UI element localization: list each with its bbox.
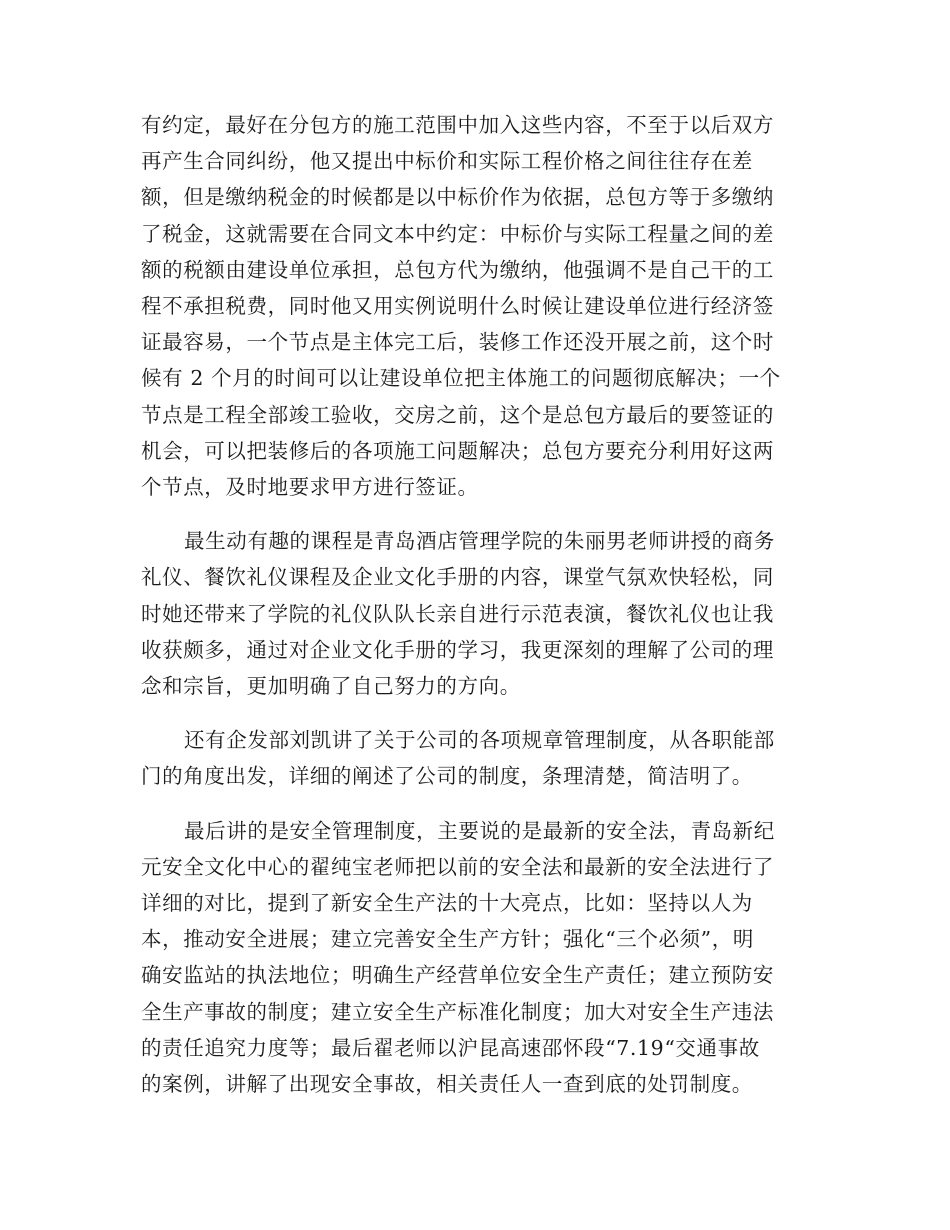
text-line: 元安全文化中心的翟纯宝老师把以前的安全法和最新的安全法进行了 [141, 854, 774, 879]
text-line: 节点是工程全部竣工验收，交房之前，这个是总包方最后的要签证的 [141, 402, 774, 427]
paragraph-3 [141, 722, 809, 794]
text-line: 最生动有趣的课程是青岛酒店管理学院的朱丽男老师讲授的商务 [184, 529, 775, 554]
paragraph-spacer [141, 704, 809, 722]
text-line: 本，推动安全进展；建立完善安全生产方针；强化“三个必须”，明 [141, 927, 754, 952]
text-line: 个节点，及时地要求甲方进行签证。 [141, 475, 479, 500]
text-line: 程不承担税费，同时他又用实例说明什么时候让建设单位进行经济签 [141, 294, 774, 319]
text-line: 收获颇多，通过对企业文化手册的学习，我更深刻的理解了公司的理 [141, 637, 774, 662]
text-line: 再产生合同纠纷，他又提出中标价和实际工程价格之间往往存在差 [141, 149, 753, 174]
text-line: 确安监站的执法地位；明确生产经营单位安全生产责任；建立预防安 [141, 963, 774, 988]
text-line: 最后讲的是安全管理制度，主要说的是最新的安全法，青岛新纪 [184, 818, 775, 843]
paragraph-spacer [141, 505, 809, 523]
text-line: 额的税额由建设单位承担，总包方代为缴纳，他强调不是自己干的工 [141, 257, 774, 282]
document-body [141, 107, 809, 1102]
paragraph-1 [141, 107, 809, 505]
text-line: 全生产事故的制度；建立安全生产标准化制度；加大对安全生产违法 [141, 999, 774, 1024]
text-line: 礼仪、餐饮礼仪课程及企业文化手册的内容，课堂气氛欢快轻松，同 [141, 565, 774, 590]
text-line: 还有企发部刘凯讲了关于公司的各项规章管理制度，从各职能部 [184, 728, 775, 753]
text-line: 念和宗旨，更加明确了自己努力的方向。 [141, 674, 521, 699]
text-line: 有约定，最好在分包方的施工范围中加入这些内容，不至于以后双方 [141, 113, 774, 137]
paragraph-2 [141, 523, 809, 704]
paragraph-spacer [141, 795, 809, 813]
text-line: 门的角度出发，详细的阐述了公司的制度，条理清楚，简洁明了。 [141, 764, 753, 789]
text-line: 了税金，这就需要在合同文本中约定：中标价与实际工程量之间的差 [141, 221, 774, 246]
paragraph-4 [141, 813, 809, 1103]
text-line: 时她还带来了学院的礼仪队队长亲自进行示范表演，餐饮礼仪也让我 [141, 601, 774, 626]
text-line: 候有 2 个月的时间可以让建设单位把主体施工的问题彻底解决；一个 [141, 366, 781, 391]
text-line: 详细的对比，提到了新安全生产法的十大亮点，比如：坚持以人为 [141, 891, 753, 916]
text-line: 额，但是缴纳税金的时候都是以中标价作为依据，总包方等于多缴纳 [141, 185, 774, 210]
text-line: 的责任追究力度等；最后翟老师以沪昆高速邵怀段“7.19“交通事故 [141, 1035, 760, 1060]
text-line: 的案例，讲解了出现安全事故，相关责任人一查到底的处罚制度。 [141, 1072, 753, 1097]
text-line: 机会，可以把装修后的各项施工问题解决；总包方要充分利用好这两 [141, 438, 774, 463]
text-line: 证最容易，一个节点是主体完工后，装修工作还没开展之前，这个时 [141, 330, 774, 355]
